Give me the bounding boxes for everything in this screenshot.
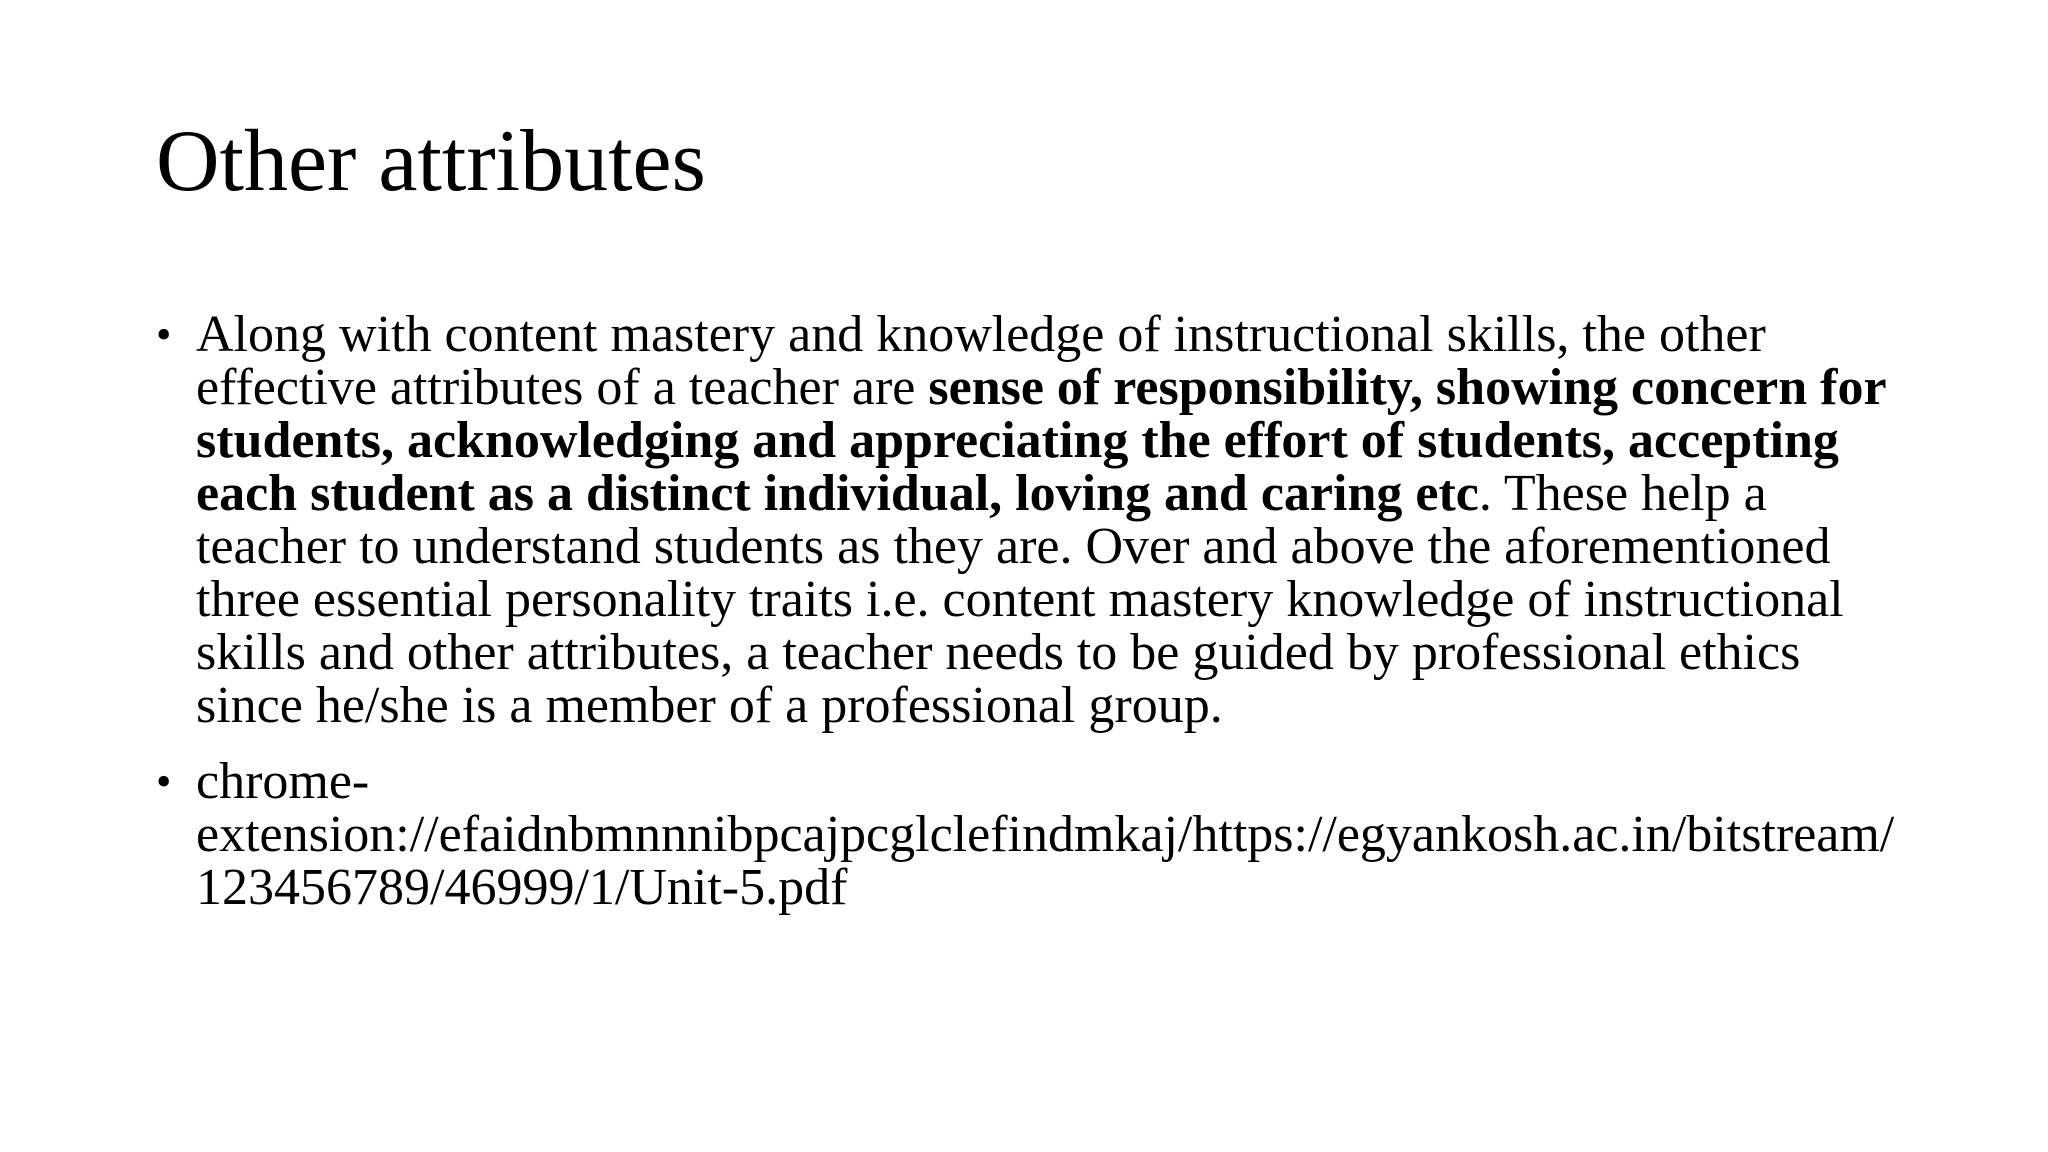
bullet-rest-text: . These help a teacher to understand students as they are. Over and above the aforementioned three essential personality traits i.e. content mastery knowledge of instructional skills and other attributes, a teacher needs to be guided by professional ethics since he/she is a member of a professional group. bbox=[196, 465, 1844, 734]
bullet-bold-text: sense of responsibility, showing concern for students, acknowledging and appreciating the effort of students, accepting each student as a distinct individual, loving and caring etc bbox=[196, 359, 1886, 522]
bullet-marker: • bbox=[156, 757, 172, 806]
bullet-text bbox=[196, 308, 1916, 732]
source-link-url: extension://efaidnbmnnnibpcajpcglclefindmkaj/https://egyankosh.ac.in/bitstream/123456789/46999/1/Unit-5.pdf bbox=[196, 806, 1895, 916]
bullet-marker: • bbox=[156, 310, 172, 359]
source-link-line1: chrome- bbox=[196, 753, 370, 810]
bullet-item-source-link bbox=[156, 755, 1916, 914]
slide-title: Other attributes bbox=[156, 113, 706, 210]
bullet-intro-text: Along with content mastery and knowledge of instructional skills, the other effective attributes of a teacher are bbox=[196, 306, 1766, 416]
bullet-item-attributes bbox=[156, 308, 1916, 732]
source-link-text[interactable] bbox=[196, 755, 1916, 914]
bullet-list bbox=[156, 308, 1916, 937]
